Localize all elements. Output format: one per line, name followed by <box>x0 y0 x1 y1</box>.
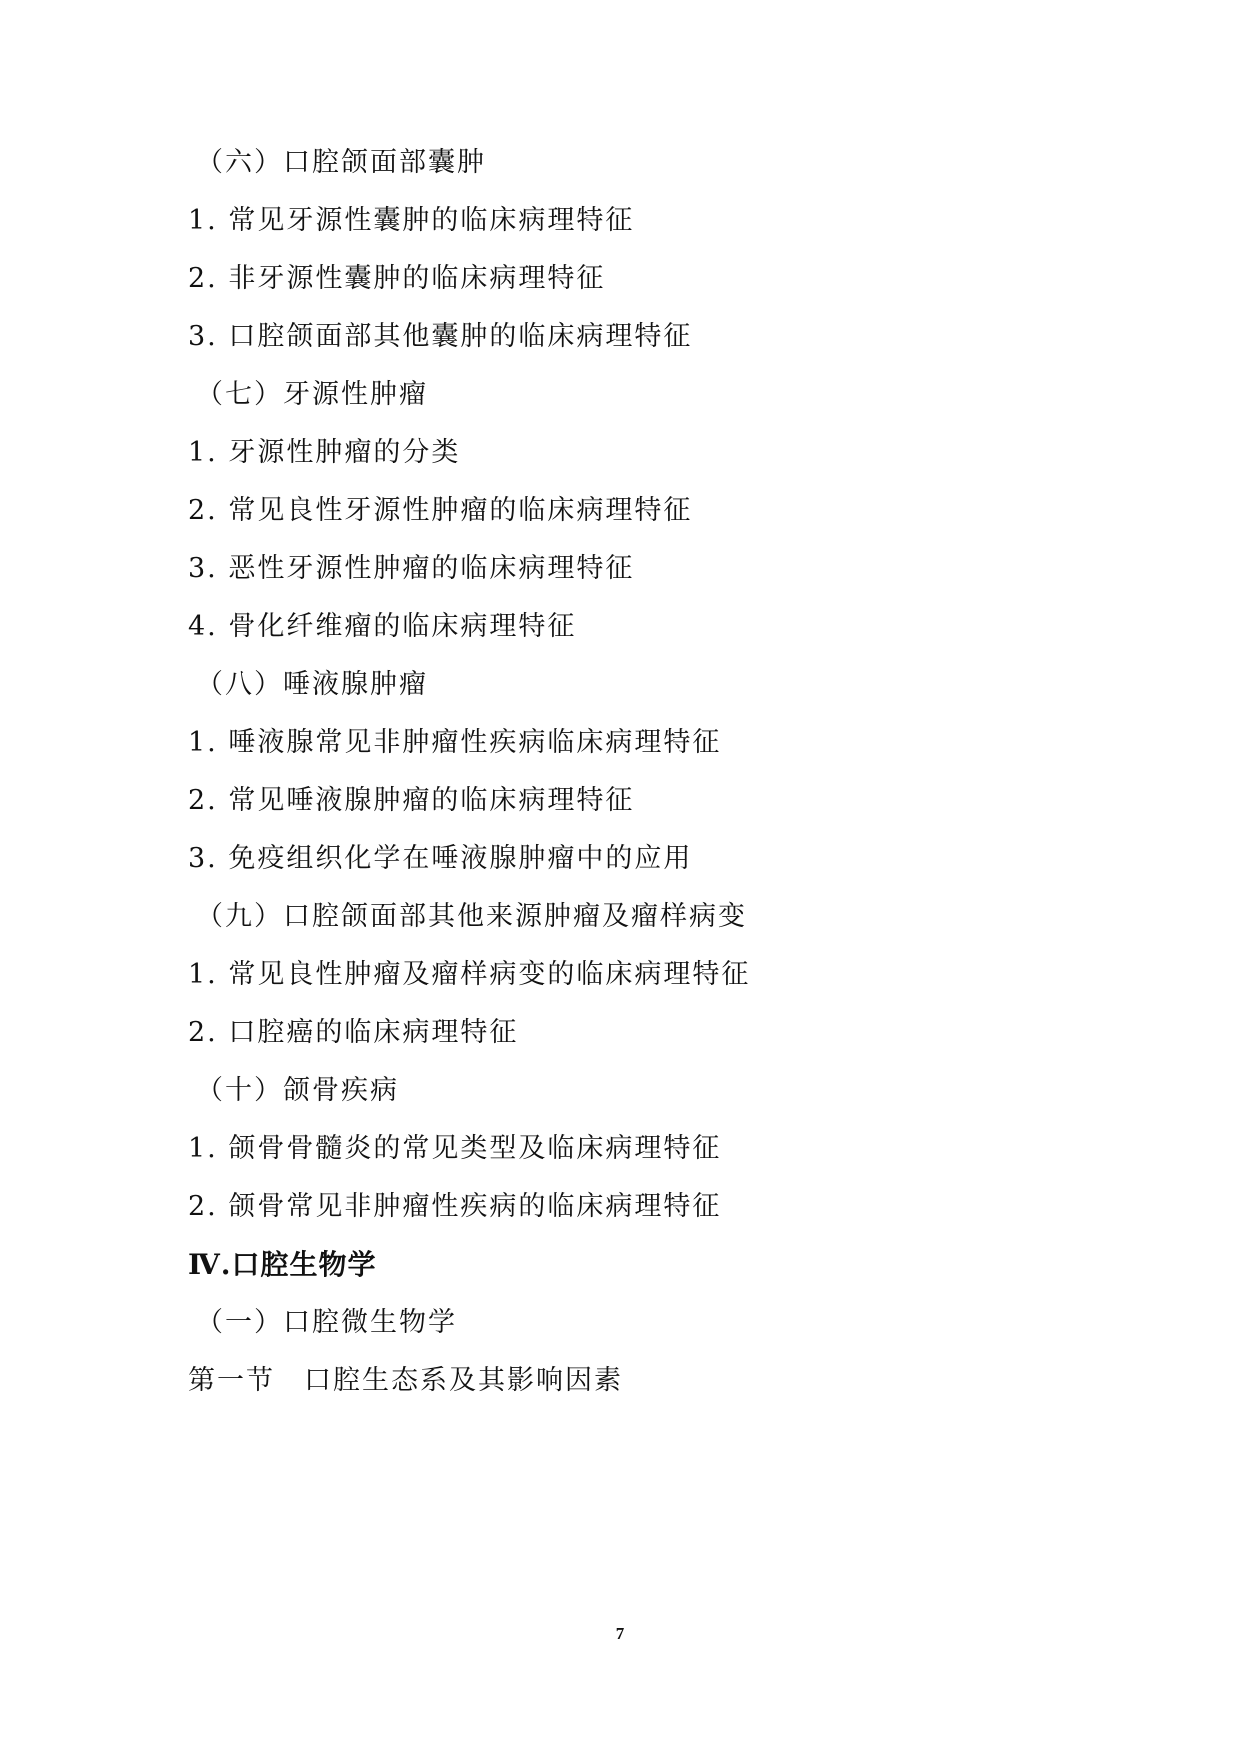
list-item: 2. 常见良性牙源性肿瘤的临床病理特征 <box>188 495 693 526</box>
list-item: 1. 牙源性肿瘤的分类 <box>188 437 461 468</box>
list-item: 3. 口腔颌面部其他囊肿的临床病理特征 <box>188 321 693 352</box>
list-item: 2. 口腔癌的临床病理特征 <box>188 1017 519 1048</box>
section-heading-salivary-gland-tumors: （八）唾液腺肿瘤 <box>196 669 428 700</box>
list-item: 1. 颌骨骨髓炎的常见类型及临床病理特征 <box>188 1133 722 1164</box>
page-number: 7 <box>615 1624 625 1643</box>
list-item: 4. 骨化纤维瘤的临床病理特征 <box>188 611 577 642</box>
section-heading-cysts: （六）口腔颌面部囊肿 <box>196 147 486 178</box>
section-heading-oral-microbiology: （一）口腔微生物学 <box>196 1307 457 1338</box>
list-item: 1. 常见良性肿瘤及瘤样病变的临床病理特征 <box>188 959 751 990</box>
subsection-heading: 第一节 口腔生态系及其影响因素 <box>188 1365 623 1396</box>
list-item: 2. 常见唾液腺肿瘤的临床病理特征 <box>188 785 635 816</box>
section-heading-odontogenic-tumors: （七）牙源性肿瘤 <box>196 379 428 410</box>
list-item: 2. 颌骨常见非肿瘤性疾病的临床病理特征 <box>188 1191 722 1222</box>
chapter-heading-oral-biology: Ⅳ.口腔生物学 <box>188 1248 377 1281</box>
list-item: 3. 恶性牙源性肿瘤的临床病理特征 <box>188 553 635 584</box>
list-item: 2. 非牙源性囊肿的临床病理特征 <box>188 263 606 294</box>
list-item: 1. 唾液腺常见非肿瘤性疾病临床病理特征 <box>188 727 722 758</box>
list-item: 3. 免疫组织化学在唾液腺肿瘤中的应用 <box>188 843 693 874</box>
section-heading-jaw-diseases: （十）颌骨疾病 <box>196 1075 399 1106</box>
list-item: 1. 常见牙源性囊肿的临床病理特征 <box>188 205 635 236</box>
section-heading-other-tumors: （九）口腔颌面部其他来源肿瘤及瘤样病变 <box>196 901 747 932</box>
